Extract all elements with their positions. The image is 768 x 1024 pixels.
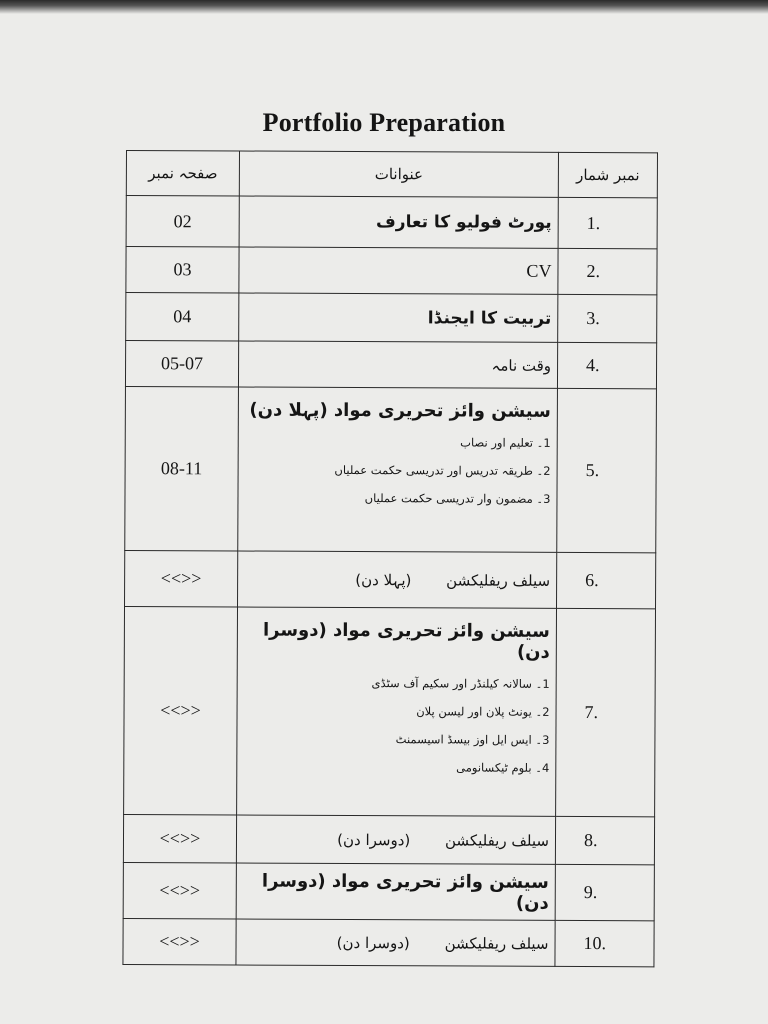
row-page: 02 [126, 196, 239, 247]
contents-table [122, 150, 658, 967]
row-page: 05-07 [125, 341, 238, 387]
row-page: <<>> [123, 918, 236, 964]
page-title: Portfolio Preparation [262, 108, 506, 137]
scan-top-edge [0, 0, 768, 14]
table-row [125, 341, 656, 389]
row-topic: سیلف ریفلیکشن [446, 570, 551, 590]
row-topic-day: (دوسرا دن) [337, 830, 411, 849]
list-item: 2۔ طریقہ تدریس اور تدریسی حکمت عملیاں [334, 462, 551, 478]
row-page: 03 [126, 247, 239, 293]
table-row [123, 862, 654, 920]
header-page-number: صفحہ نمبر [126, 151, 239, 196]
row-number: 4. [586, 355, 600, 376]
row-topic: سیلف ریفلیکشن [445, 830, 550, 850]
row-page: 08-11 [125, 386, 239, 550]
list-item: 1۔ سالانہ کیلنڈر اور سکیم آف سٹڈی [371, 676, 550, 691]
row-page: 04 [126, 293, 239, 341]
row-number: 9. [583, 882, 598, 903]
table-header-row [126, 151, 657, 198]
table-row [124, 606, 656, 816]
list-item: 3۔ مضمون وار تدریسی حکمت عملیاں [364, 491, 551, 506]
row-number: 5. [585, 460, 600, 481]
table-row [125, 386, 657, 552]
table-row [126, 247, 657, 295]
subitem-list [238, 434, 556, 505]
table-row [126, 293, 657, 343]
row-number: 7. [584, 702, 599, 723]
row-number: 6. [585, 570, 599, 591]
header-topics: عنوانات [239, 151, 558, 197]
list-item: 3۔ ایس ایل اوز بیسڈ اسیسمنٹ [395, 732, 550, 747]
table-row [125, 550, 656, 608]
row-topic: سیشن وائز تحریری مواد (دوسرا دن) [261, 870, 549, 914]
row-page: <<>> [125, 550, 238, 606]
row-page: <<>> [123, 862, 236, 918]
row-number: 3. [586, 308, 600, 329]
subitem-list [237, 675, 555, 774]
table-row [123, 918, 654, 966]
row-page: <<>> [124, 606, 238, 814]
row-topic: تربیت کا ایجنڈا [427, 307, 552, 329]
row-number: 8. [583, 830, 598, 851]
row-topic: پورٹ فولیو کا تعارف [376, 212, 552, 233]
row-number: 2. [586, 261, 601, 282]
row-topic: سیشن وائز تحریری مواد (پہلا دن) [249, 399, 551, 422]
row-number: 1. [586, 212, 601, 233]
row-number: 10. [583, 933, 607, 954]
row-topic: سیلف ریفلیکشن [444, 933, 549, 953]
list-item: 1۔ تعلیم اور نصاب [460, 435, 551, 450]
list-item: 2۔ یونٹ پلان اور لیسن پلان [416, 704, 550, 719]
list-item: 4۔ بلوم ٹیکسانومی [456, 760, 550, 775]
table-row [123, 814, 654, 864]
row-topic: سیشن وائز تحریری مواد (دوسرا دن) [262, 619, 550, 663]
header-serial-number: نمبر شمار [558, 152, 657, 197]
row-topic-day: (دوسرا دن) [336, 933, 410, 952]
contents-table-container [122, 150, 656, 974]
row-topic: وقت نامہ [491, 356, 552, 375]
table-row [126, 196, 657, 249]
row-page: <<>> [123, 814, 236, 862]
row-topic-day: (پہلا دن) [355, 570, 412, 589]
row-topic: CV [526, 260, 552, 281]
